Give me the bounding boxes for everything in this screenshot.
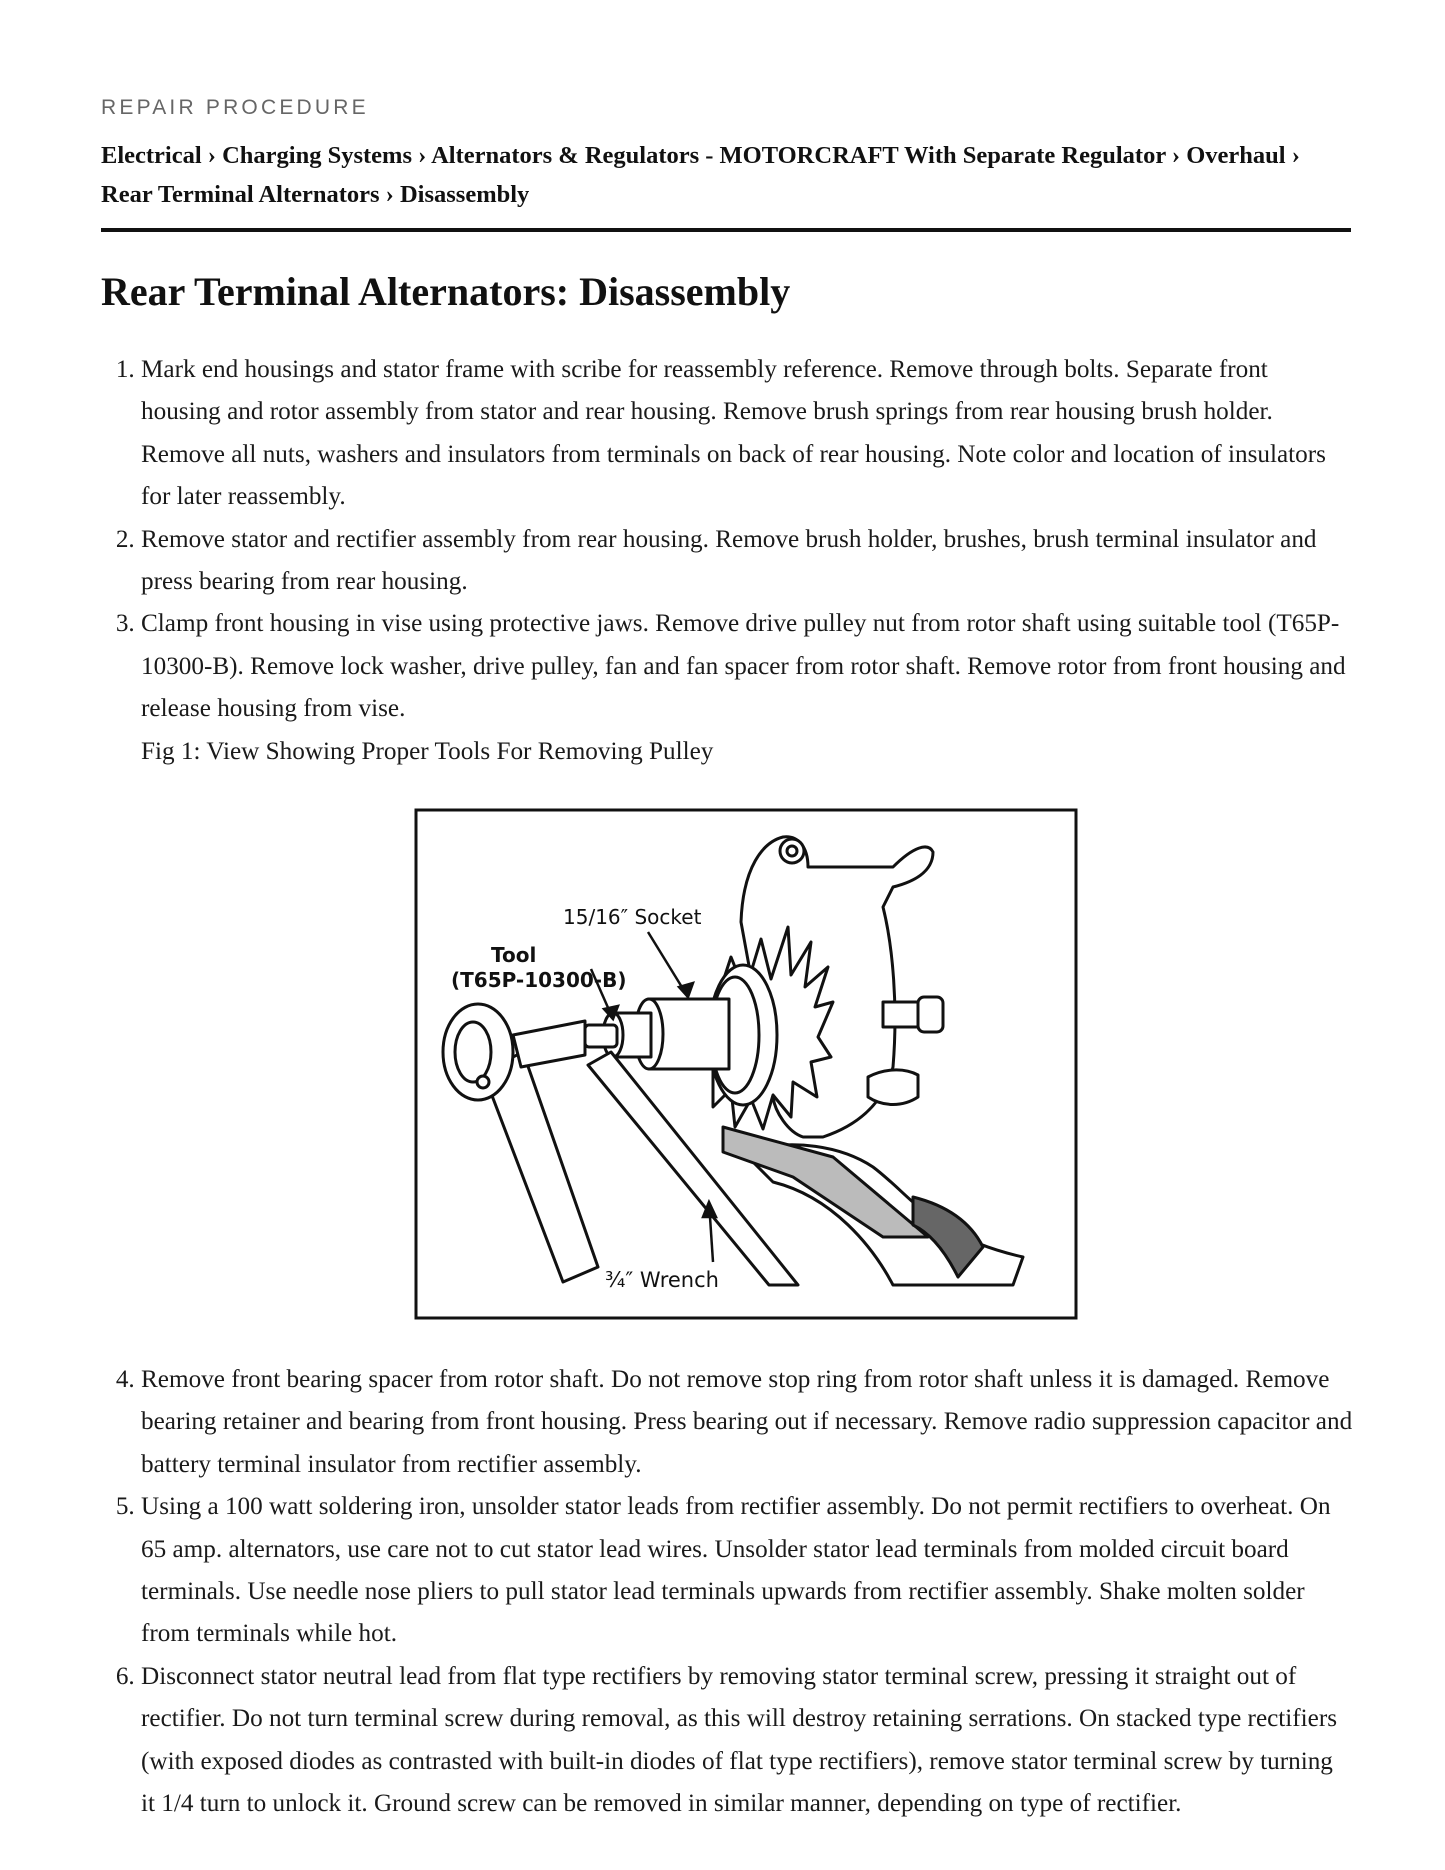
procedure-step-3 (141, 603, 1353, 773)
procedure-step-1 (141, 349, 1353, 519)
breadcrumb-item-charging-systems[interactable]: Charging Systems (222, 142, 412, 169)
step-text: Remove stator and rectifier assembly from rear housing. Remove brush holder, brushes, brush terminal insulator and press bearing from rear housing. (141, 525, 1317, 596)
procedure-step-2 (141, 519, 1353, 604)
procedure-steps-continued (101, 1359, 1353, 1825)
breadcrumb-item-alternators-regulators[interactable]: Alternators & Regulators - MOTORCRAFT With Separate Regulator (431, 142, 1166, 169)
procedure-step-4 (141, 1359, 1353, 1486)
breadcrumb-item-disassembly: Disassembly (399, 181, 530, 208)
procedure-step-5 (141, 1486, 1353, 1656)
breadcrumb-separator: › (385, 181, 394, 208)
procedure-steps (101, 349, 1353, 773)
figure-pulley-removal (413, 807, 1079, 1321)
breadcrumb-separator: › (1291, 142, 1300, 169)
section-kicker: REPAIR PROCEDURE (101, 96, 369, 119)
step-text: Mark end housings and stator frame with scribe for reassembly reference. Remove through bolts. Separate front housing and rotor assembly from stator and rear housing. Remove brush springs from rear housing brush holder. Remove all nuts, washers and insulators from terminals on back of rear housing. Note color and location of insulators for later reassembly. (141, 356, 1326, 511)
step-text: Disconnect stator neutral lead from flat type rectifiers by removing stator terminal screw, pressing it straight out of rectifier. Do not turn terminal screw during removal, as this will destroy retaining serrations. On stacked type rectifiers (with exposed diodes as contrasted with built-in diodes of flat type rectifiers), remove stator terminal screw by turning it 1/4 turn to unlock it. Ground screw can be removed in similar manner, depending on type of rectifier. (141, 1662, 1338, 1818)
breadcrumb-item-rear-terminal-alternators[interactable]: Rear Terminal Alternators (101, 181, 380, 208)
figure-label-wrench: ¾″ Wrench (605, 1268, 719, 1292)
breadcrumb (101, 136, 1351, 214)
breadcrumb-item-electrical[interactable]: Electrical (101, 142, 202, 169)
alternator-illustration (413, 807, 1079, 1321)
figure-label-tool-number: (T65P-10300-B) (451, 968, 627, 992)
step-text: Remove front bearing spacer from rotor shaft. Do not remove stop ring from rotor shaft unless it is damaged. Remove bearing retainer and bearing from front housing. Press bearing out if necessary. Remove radio suppression capacitor and battery terminal insulator from rectifier assembly. (141, 1366, 1353, 1478)
step-text: Using a 100 watt soldering iron, unsolder stator leads from rectifier assembly. Do not permit rectifiers to overheat. On 65 amp. alternators, use care not to cut stator lead wires. Unsolder stator lead terminals from molded circuit board terminals. Use needle nose pliers to pull stator lead terminals upwards from rectifier assembly. Shake molten solder from terminals while hot. (141, 1493, 1331, 1648)
step-text: Clamp front housing in vise using protective jaws. Remove drive pulley nut from rotor shaft using suitable tool (T65P-10300-B). Remove lock washer, drive pulley, fan and fan spacer from rotor shaft. Remove rotor from front housing and release housing from vise. (141, 610, 1346, 723)
breadcrumb-separator: › (207, 142, 216, 169)
breadcrumb-separator: › (1171, 142, 1181, 169)
page-title: Rear Terminal Alternators: Disassembly (101, 269, 791, 314)
figure-label-socket: 15/16″ Socket (563, 905, 702, 929)
breadcrumb-separator: › (418, 142, 427, 169)
figure-label-tool: Tool (491, 943, 537, 967)
header-divider (101, 228, 1351, 232)
procedure-step-6 (141, 1656, 1353, 1826)
figure-caption: Fig 1: View Showing Proper Tools For Removing Pulley (141, 737, 714, 765)
breadcrumb-item-overhaul[interactable]: Overhaul (1186, 142, 1286, 169)
